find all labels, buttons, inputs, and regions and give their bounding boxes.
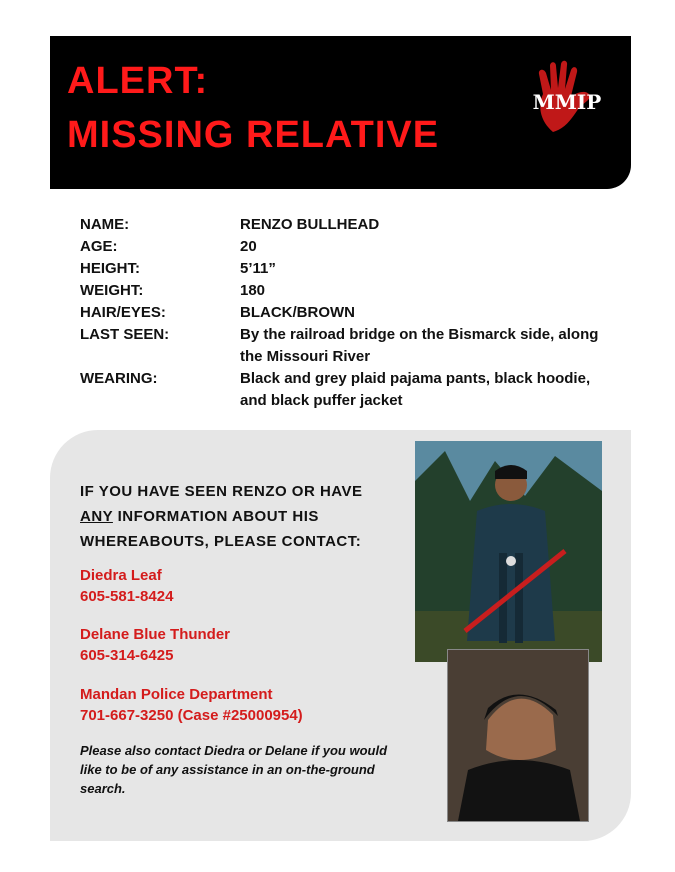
detail-label: HAIR/EYES: bbox=[80, 304, 166, 321]
detail-row-height bbox=[80, 258, 620, 280]
detail-row-name bbox=[80, 214, 620, 236]
detail-label: NAME: bbox=[80, 216, 130, 233]
contact-prompt bbox=[80, 479, 410, 554]
detail-value: 5’11” bbox=[240, 260, 276, 277]
prompt-line-2: INFORMATION ABOUT HIS bbox=[112, 508, 319, 525]
contact-diedra bbox=[80, 565, 410, 607]
detail-row-last-seen bbox=[80, 324, 620, 368]
detail-value: BLACK/BROWN bbox=[240, 304, 355, 321]
prompt-line-1: IF YOU HAVE SEEN RENZO OR HAVE bbox=[80, 483, 363, 500]
contact-phone[interactable]: 605-314-6425 bbox=[80, 647, 174, 664]
detail-value: 20 bbox=[240, 238, 257, 255]
contact-name: Delane Blue Thunder bbox=[80, 626, 231, 643]
detail-row-age bbox=[80, 236, 620, 258]
logo-text: MMIP bbox=[532, 90, 602, 114]
detail-row-weight bbox=[80, 280, 620, 302]
detail-row-hair-eyes bbox=[80, 302, 620, 324]
person-photo-outdoor bbox=[415, 441, 602, 662]
contact-police bbox=[80, 684, 410, 726]
contact-name: Diedra Leaf bbox=[80, 567, 162, 584]
alert-subtitle: MISSING RELATIVE bbox=[67, 114, 440, 156]
person-details bbox=[80, 214, 620, 412]
detail-value: Black and grey plaid pajama pants, black hoodie, and black puffer jacket bbox=[240, 370, 591, 409]
person-photo-selfie bbox=[448, 650, 588, 821]
mmip-logo bbox=[523, 52, 611, 142]
detail-label: WEIGHT: bbox=[80, 282, 144, 299]
contact-phone[interactable]: 701-667-3250 (Case #25000954) bbox=[80, 707, 303, 724]
photo-illustration bbox=[448, 650, 588, 821]
detail-value: By the railroad bridge on the Bismarck side, along the Missouri River bbox=[240, 326, 599, 365]
contact-name: Mandan Police Department bbox=[80, 686, 273, 703]
detail-label: WEARING: bbox=[80, 370, 158, 387]
assistance-note: Please also contact Diedra or Delane if you would like to be of any assistance in an on-the-ground search. bbox=[80, 743, 388, 796]
detail-value: RENZO BULLHEAD bbox=[240, 216, 380, 233]
contact-delane bbox=[80, 624, 410, 666]
alert-title: ALERT: bbox=[67, 60, 209, 102]
prompt-emphasis: ANY bbox=[80, 508, 113, 525]
contact-phone[interactable]: 605-581-8424 bbox=[80, 588, 174, 605]
detail-label: LAST SEEN: bbox=[80, 326, 170, 343]
detail-label: HEIGHT: bbox=[80, 260, 140, 277]
detail-row-wearing bbox=[80, 368, 620, 412]
alert-header bbox=[50, 36, 631, 189]
detail-value: 180 bbox=[240, 282, 266, 299]
prompt-line-3: WHEREABOUTS, PLEASE CONTACT: bbox=[80, 533, 362, 550]
detail-label: AGE: bbox=[80, 238, 118, 255]
photo-illustration bbox=[415, 441, 602, 662]
